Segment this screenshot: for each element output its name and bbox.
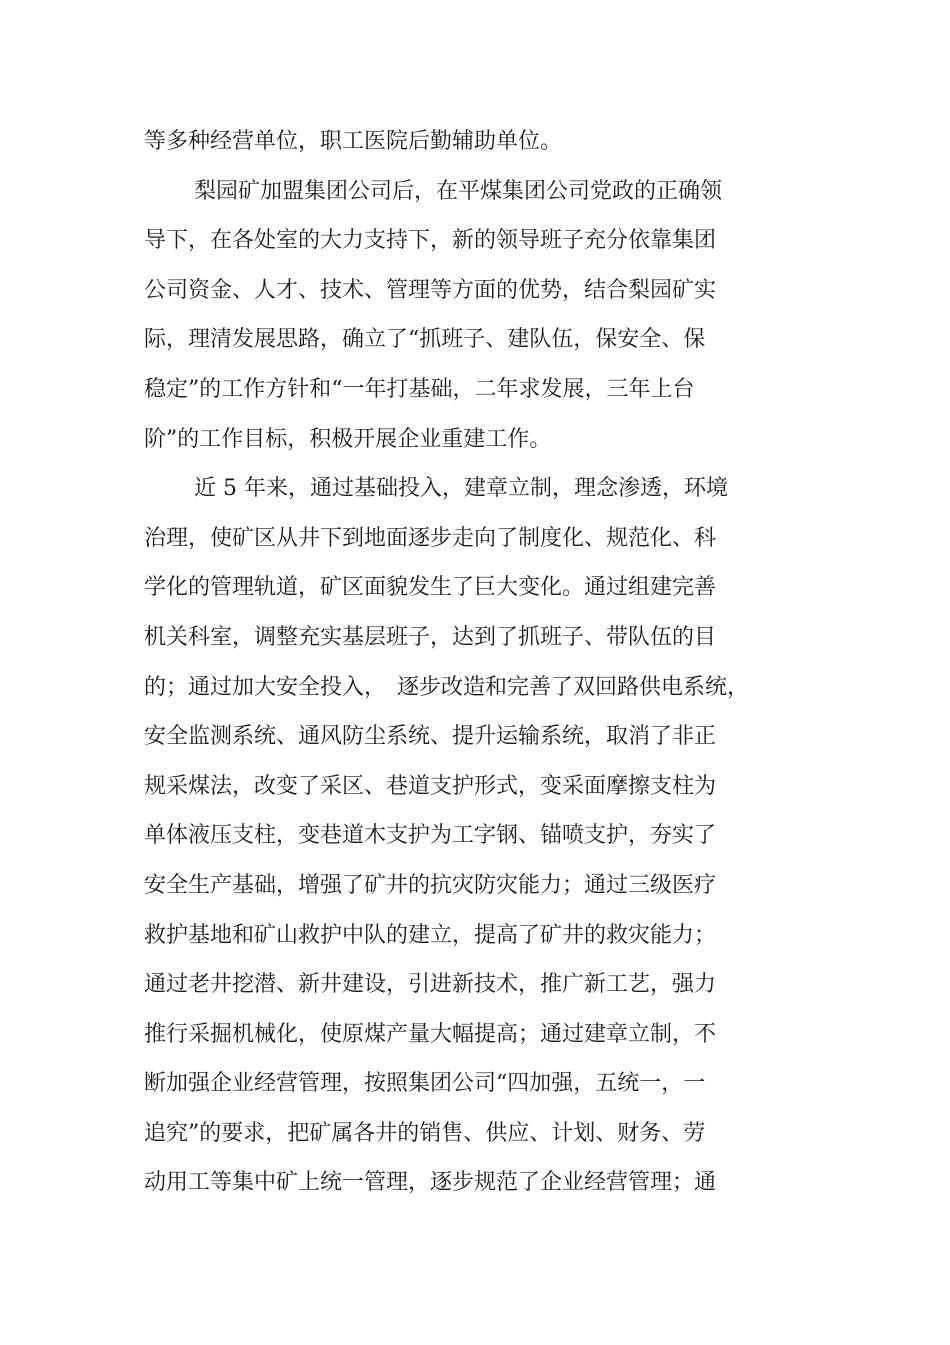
text-line: 通过老井挖潜、新井建设，引进新技术，推广新工艺，强力 [144,972,717,998]
text-line: 的；通过加大安全投入， 逐步改造和完善了双回路供电系统， [144,674,750,700]
text-line: 治理，使矿区从井下到地面逐步走向了制度化、规范化、科 [144,525,717,551]
paragraph-start-line: 近 5 年来，通过基础投入，建章立制，理念渗透，环境 [194,476,728,502]
text-line: 断加强企业经营管理，按照集团公司“四加强，五统一，一 [144,1071,706,1097]
body-text [144,117,784,1208]
text-line: 公司资金、人才、技术、管理等方面的优势，结合梨园矿实 [144,277,717,303]
text-line: 规采煤法，改变了采区、巷道支护形式，变采面摩擦支柱为 [144,773,717,799]
text-line: 等多种经营单位，职工医院后勤辅助单位。 [144,129,563,154]
text-line: 救护基地和矿山救护中队的建立，提高了矿井的救灾能力； [144,922,717,948]
text-line: 安全监测系统、通风防尘系统、提升运输系统，取消了非正 [144,724,717,750]
text-line: 稳定”的工作方针和“一年打基础，二年求发展，三年上台 [144,376,695,402]
text-line: 推行采掘机械化，使原煤产量大幅提高；通过建章立制，不 [144,1021,717,1047]
text-line: 阶”的工作目标，积极开展企业重建工作。 [144,426,552,452]
text-line: 单体液压支柱，变巷道木支护为工字钢、锚喷支护，夯实了 [144,823,717,849]
text-line: 机关科室，调整充实基层班子，达到了抓班子、带队伍的目 [144,624,717,650]
text-line: 追究”的要求，把矿属各井的销售、供应、计划、财务、劳 [144,1120,706,1146]
text-line: 际，理清发展思路，确立了“抓班子、建队伍，保安全、保 [144,327,706,353]
text-line: 导下，在各处室的大力支持下，新的领导班子充分依靠集团 [144,228,717,254]
text-line: 安全生产基础，增强了矿井的抗灾防灾能力；通过三级医疗 [144,872,717,898]
text-line: 动用工等集中矿上统一管理，逐步规范了企业经营管理；通 [144,1170,717,1196]
text-line: 学化的管理轨道，矿区面貌发生了巨大变化。通过组建完善 [144,575,717,601]
paragraph-start-line: 梨园矿加盟集团公司后，在平煤集团公司党政的正确领 [194,178,723,204]
